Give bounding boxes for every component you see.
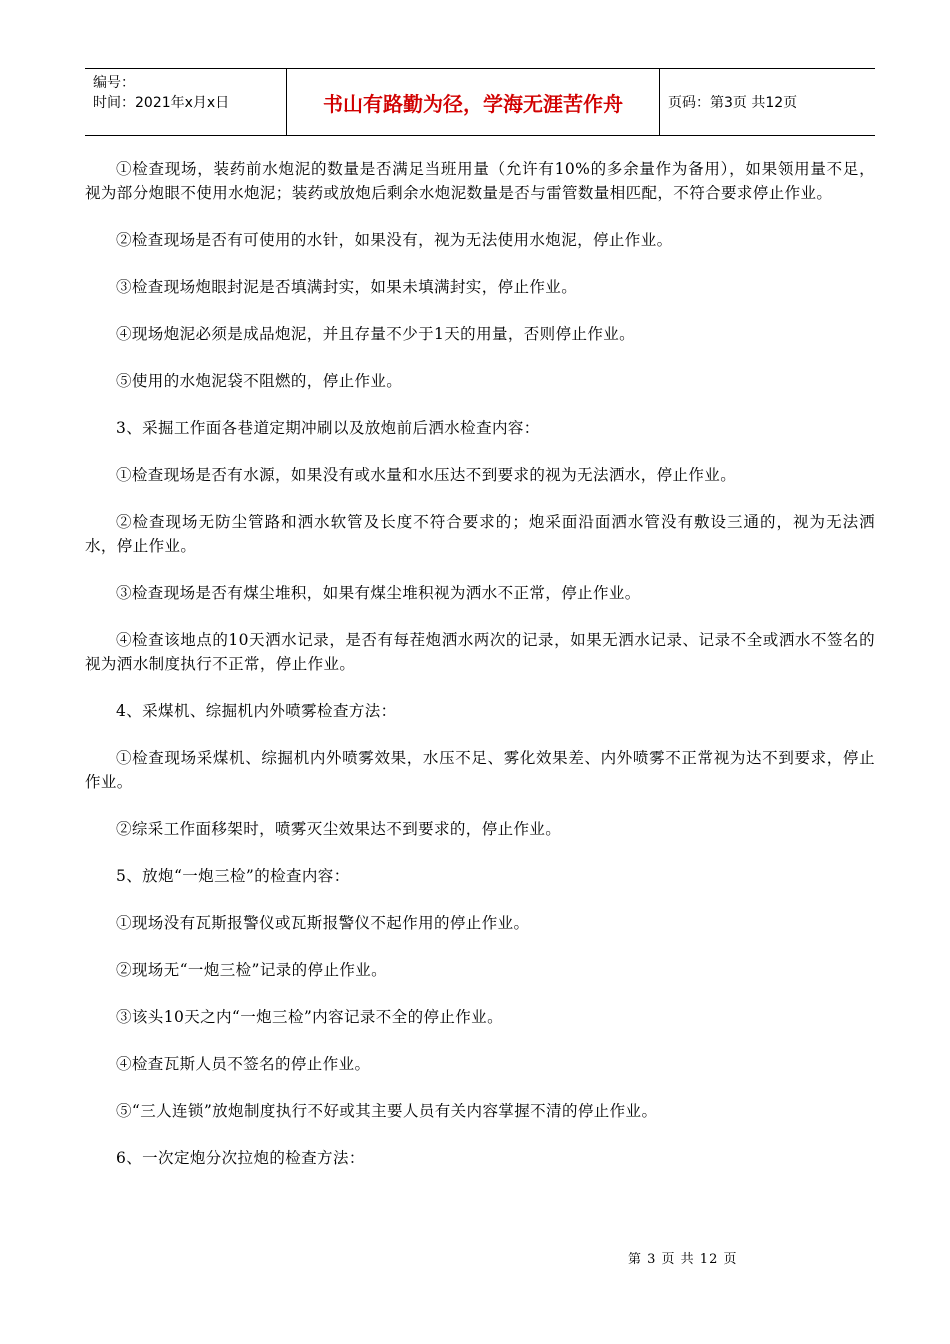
header-meta (85, 69, 287, 135)
paragraph: ①检查现场是否有水源，如果没有或水量和水压达不到要求的视为无法洒水，停止作业。 (116, 466, 737, 484)
section-heading: 3、采掘工作面各巷道定期冲刷以及放炮前后洒水检查内容： (116, 419, 540, 437)
section-heading: 5、放炮“一炮三检”的检查内容： (116, 867, 350, 885)
document-body (85, 157, 875, 1193)
paragraph: ③该头10天之内“一炮三检”内容记录不全的停止作业。 (116, 1008, 503, 1026)
section-heading: 6、一次定炮分次拉炮的检查方法： (116, 1149, 365, 1167)
paragraph: ②检查现场是否有可使用的水针，如果没有，视为无法使用水炮泥，停止作业。 (116, 231, 673, 249)
paragraph: ④检查该地点的10天洒水记录，是否有每茬炮洒水两次的记录，如果无洒水记录、记录不全或洒水不签名的视为洒水制度执行不正常，停止作业。 (85, 631, 875, 673)
paragraph: ②现场无“一炮三检”记录的停止作业。 (116, 961, 388, 979)
document-number-label: 编号： (93, 75, 135, 91)
page-header (85, 68, 875, 136)
paragraph: ⑤使用的水炮泥袋不阻燃的，停止作业。 (116, 372, 403, 390)
paragraph: ④检查瓦斯人员不签名的停止作业。 (116, 1055, 371, 1073)
paragraph: ①现场没有瓦斯报警仪或瓦斯报警仪不起作用的停止作业。 (116, 914, 530, 932)
paragraph: ③检查现场炮眼封泥是否填满封实，如果未填满封实，停止作业。 (116, 278, 578, 296)
header-motto: 书山有路勤为径，学海无涯苦作舟 (287, 69, 660, 135)
page-footer: 第 3 页 共 12 页 (628, 1252, 738, 1267)
paragraph: ⑤“三人连锁”放炮制度执行不好或其主要人员有关内容掌握不清的停止作业。 (116, 1102, 658, 1120)
section-heading: 4、采煤机、综掘机内外喷雾检查方法： (116, 702, 397, 720)
paragraph: ③检查现场是否有煤尘堆积，如果有煤尘堆积视为洒水不正常，停止作业。 (116, 584, 641, 602)
header-page-number: 页码：第3页 共12页 (668, 95, 798, 111)
paragraph: ①检查现场采煤机、综掘机内外喷雾效果，水压不足、雾化效果差、内外喷雾不正常视为达不到要求，停止作业。 (85, 749, 875, 791)
document-time-label: 时间：2021年x月x日 (93, 95, 230, 111)
paragraph: ①检查现场，装药前水炮泥的数量是否满足当班用量（允许有10%的多余量作为备用），如果领用量不足，视为部分炮眼不使用水炮泥；装药或放炮后剩余水炮泥数量是否与雷管数量相匹配，不符合要求停止作业。 (85, 160, 875, 202)
paragraph: ②综采工作面移架时，喷雾灭尘效果达不到要求的，停止作业。 (116, 820, 562, 838)
paragraph: ②检查现场无防尘管路和洒水软管及长度不符合要求的；炮采面沿面洒水管没有敷设三通的，视为无法洒水，停止作业。 (85, 513, 875, 555)
paragraph: ④现场炮泥必须是成品炮泥，并且存量不少于1天的用量，否则停止作业。 (116, 325, 636, 343)
